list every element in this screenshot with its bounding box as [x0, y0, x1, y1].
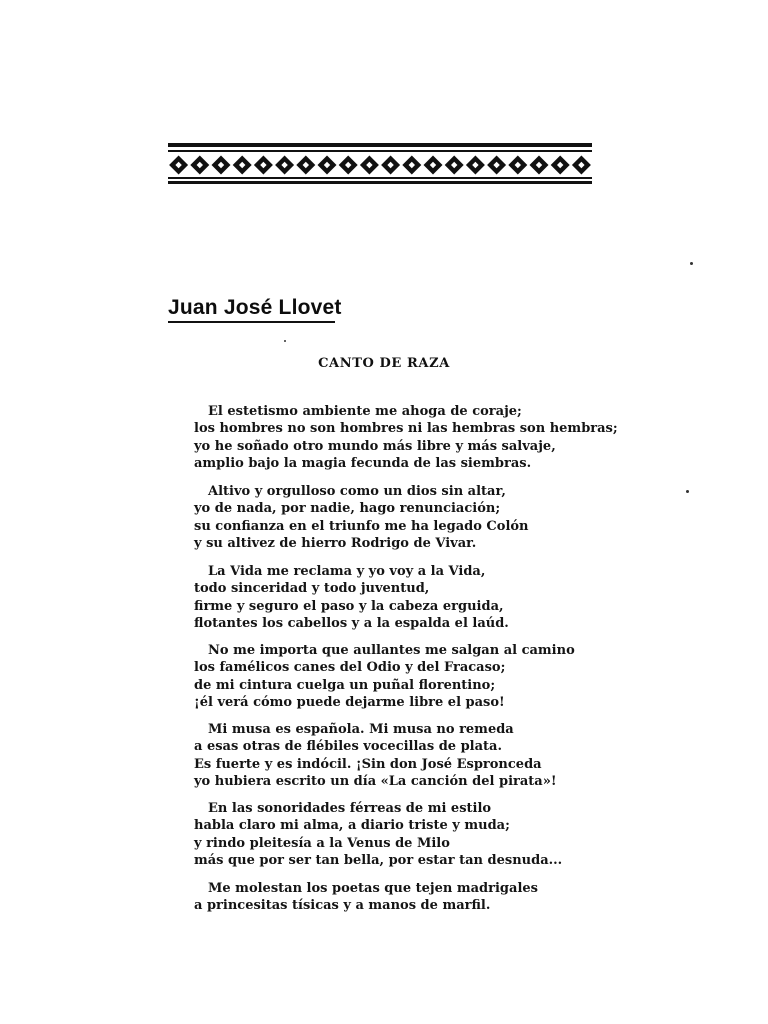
poem-line: a esas otras de flébiles vocecillas de plata. [194, 739, 502, 755]
stanza-3 [194, 563, 594, 632]
decorative-header-border [168, 143, 592, 183]
poem-title-text: CANTO DE RAZA [318, 356, 450, 371]
poem-line: El estetismo ambiente me ahoga de coraje; [208, 404, 522, 419]
poem-line: más que por ser tan bella, por estar tan desnuda... [194, 852, 563, 868]
stanza-5 [194, 721, 594, 790]
print-speck [284, 340, 286, 342]
poem-line: Altivo y orgulloso como un dios sin altar, [208, 484, 506, 499]
poem-line: amplio bajo la magia fecunda de las siembras. [194, 455, 532, 471]
border-rule [168, 143, 592, 147]
poem-line: yo hubiera escrito un día «La canción del pirata»! [194, 773, 557, 789]
poem-line: En las sonoridades férreas de mi estilo [208, 801, 492, 816]
poem-line: de mi cintura cuelga un puñal florentino; [194, 677, 496, 693]
stanza-6 [194, 800, 594, 869]
poem-line: yo de nada, por nadie, hago renunciación; [194, 501, 501, 517]
poem-line: Es fuerte y es indócil. ¡Sin don José Espronceda [194, 756, 542, 772]
print-speck [690, 262, 693, 265]
poem-line: todo sinceridad y todo juventud, [194, 581, 430, 597]
stanza-1 [194, 403, 618, 472]
poem-line: La Vida me reclama y yo voy a la Vida, [208, 564, 486, 579]
poem-line: Mi musa es española. Mi musa no remeda [208, 722, 514, 737]
poem-line: firme y seguro el paso y la cabeza erguida, [194, 598, 504, 614]
poem-line: a princesitas tísicas y a manos de marfil. [194, 898, 491, 914]
poem-line: su confianza en el triunfo me ha legado Colón [194, 518, 529, 534]
author-name: Juan José Llovet [168, 296, 342, 319]
poem-line: los hombres no son hombres ni las hembras son hembras; [194, 421, 618, 437]
diamond-ornament-row [168, 154, 592, 176]
border-rule [168, 181, 592, 184]
poem-line: y rindo pleitesía a la Venus de Milo [194, 835, 450, 851]
poem-line: yo he soñado otro mundo más libre y más salvaje, [194, 438, 556, 454]
poem-line: habla claro mi alma, a diario triste y muda; [194, 818, 510, 834]
poem-title [0, 356, 768, 371]
author-underline [168, 321, 335, 323]
stanza-2 [194, 483, 594, 552]
poem-line: Me molestan los poetas que tejen madrigales [208, 881, 538, 896]
border-rule [168, 177, 592, 179]
stanza-4 [194, 642, 594, 711]
border-rule [168, 150, 592, 152]
poem-line: No me importa que aullantes me salgan al camino [208, 643, 575, 658]
poem-line: ¡él verá cómo puede dejarme libre el paso! [194, 694, 505, 710]
stanza-7 [194, 880, 594, 915]
poem-line: flotantes los cabellos y a la espalda el laúd. [194, 615, 509, 631]
poem-line: los famélicos canes del Odio y del Fracaso; [194, 660, 506, 676]
print-speck [686, 490, 689, 493]
poem-line: y su altivez de hierro Rodrigo de Vivar. [194, 535, 477, 551]
